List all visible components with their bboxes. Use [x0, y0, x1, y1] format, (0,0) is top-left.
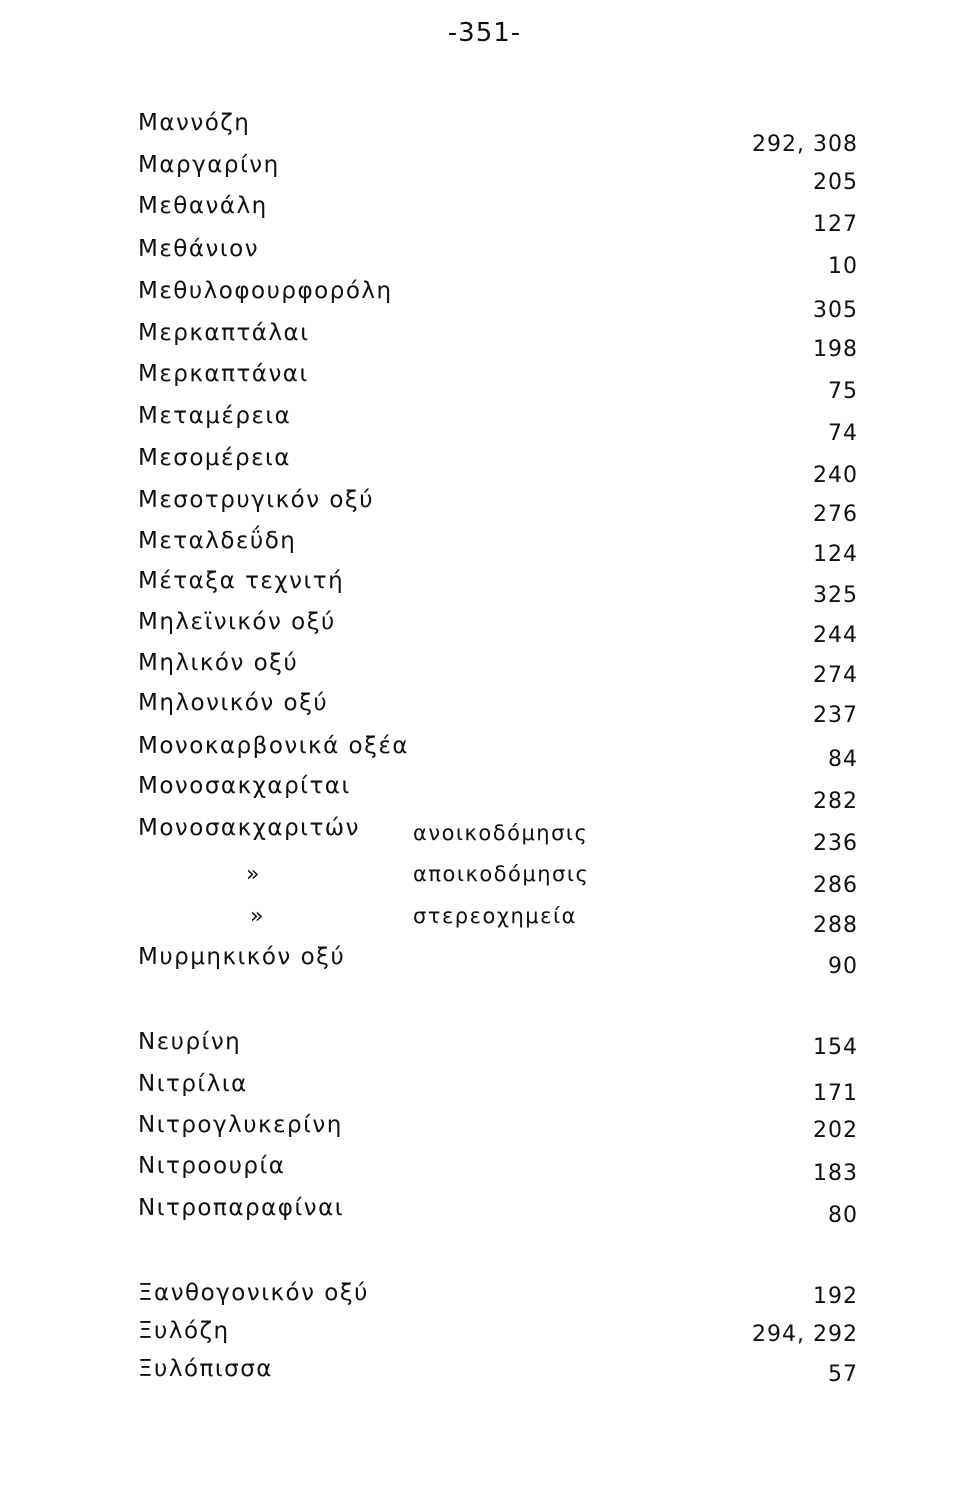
entry-pages: 286 — [813, 873, 858, 898]
entry-term: Μηλονικόν οξύ — [138, 690, 329, 716]
ditto-mark: » — [250, 904, 264, 929]
index-entry — [138, 623, 858, 690]
entry-term: Μηλικόν οξύ — [138, 650, 299, 676]
index-entry — [138, 337, 858, 401]
entry-pages: 90 — [828, 954, 858, 979]
entry-pages: 75 — [828, 379, 858, 404]
index-entry — [138, 1195, 858, 1235]
entry-pages: 244 — [813, 623, 858, 648]
entry-pages: 236 — [813, 831, 858, 856]
entry-pages: 183 — [813, 1161, 858, 1186]
entry-term: Μεταμέρεια — [138, 403, 292, 429]
entry-term: Μαννόζη — [138, 110, 251, 136]
index-entry — [138, 583, 858, 649]
entry-term: Μονοσακχαρίται — [138, 773, 351, 799]
entry-term: Ξανθογονικόν οξύ — [138, 1280, 369, 1306]
page-number: -351- — [447, 18, 522, 48]
entry-pages: 305 — [813, 298, 858, 323]
entry-term: Μεθανάλη — [138, 193, 268, 219]
entry-term: Νιτρίλια — [138, 1071, 248, 1097]
entry-pages: 276 — [813, 502, 858, 527]
entry-pages: 74 — [828, 421, 858, 446]
entry-pages: 192 — [813, 1284, 858, 1309]
entry-term: Νευρίνη — [138, 1029, 242, 1055]
entry-term: Νιτροπαραφίναι — [138, 1195, 345, 1221]
entry-pages: 325 — [813, 583, 858, 608]
index-entry — [138, 954, 858, 994]
entry-pages: 198 — [813, 337, 858, 362]
entry-pages: 294, 292 — [752, 1322, 858, 1347]
entry-term: Ξυλόζη — [138, 1318, 230, 1344]
entry-pages: 282 — [813, 789, 858, 814]
index-entry — [138, 298, 858, 360]
entry-term: Μηλεϊνικόν οξύ — [138, 609, 336, 635]
index-entry — [138, 1356, 858, 1396]
index-entry — [138, 421, 858, 485]
entry-pages: 80 — [828, 1203, 858, 1228]
index-entry — [138, 152, 858, 192]
entry-pages: 292, 308 — [752, 132, 858, 157]
entry-pages: 288 — [813, 913, 858, 938]
index-entry — [138, 789, 858, 855]
entry-subterm: ανοικοδόμησις — [413, 821, 589, 845]
entry-term: Μεσομέρεια — [138, 445, 291, 471]
entry-pages: 57 — [828, 1362, 858, 1387]
entry-pages: 154 — [813, 1035, 858, 1060]
entry-subterm: αποικοδόμησις — [413, 862, 590, 886]
index-entry — [138, 1029, 858, 1069]
entry-pages: 274 — [813, 663, 858, 688]
entry-term: Μεθυλοφουρφορόλη — [138, 278, 393, 304]
index-entry — [138, 379, 858, 443]
entry-term: Μεθάνιον — [138, 236, 260, 262]
entry-term: Μερκαπτάλαι — [138, 320, 310, 346]
index-entry — [138, 1153, 858, 1193]
entry-term: Μονοκαρβονικά οξέα — [138, 733, 410, 759]
ditto-mark: » — [246, 862, 260, 887]
index-entry — [138, 110, 858, 157]
entry-term: Μαργαρίνη — [138, 152, 280, 178]
index-entry — [138, 463, 858, 527]
index-entry — [138, 212, 858, 276]
entry-pages: 205 — [813, 170, 858, 195]
entry-term: Ξυλόπισσα — [138, 1356, 273, 1382]
index-entry — [138, 254, 858, 318]
index-entry — [138, 502, 858, 568]
entry-term: Νιτρογλυκερίνη — [138, 1112, 343, 1138]
index-entry — [138, 542, 858, 608]
entry-term: Μεσοτρυγικόν οξύ — [138, 487, 375, 513]
index-entry — [138, 1071, 858, 1111]
index-entry — [138, 1318, 858, 1358]
index-entry — [138, 1280, 858, 1320]
entry-pages: 127 — [813, 212, 858, 237]
entry-term: Μονοσακχαριτών — [138, 815, 360, 841]
entry-term: Μέταξα τεχνιτή — [138, 568, 345, 594]
entry-pages: 171 — [813, 1081, 858, 1106]
index-entry — [138, 747, 858, 813]
entry-pages: 240 — [813, 463, 858, 488]
entry-subterm: στερεοχημεία — [413, 904, 577, 928]
index-entry — [138, 170, 858, 233]
entry-pages: 237 — [813, 703, 858, 728]
index-entry — [138, 1112, 858, 1152]
entry-term: Μυρμηκικόν οξύ — [138, 944, 346, 970]
entry-pages: 202 — [813, 1118, 858, 1143]
entry-pages: 84 — [828, 747, 858, 772]
entry-pages: 124 — [813, 542, 858, 567]
entry-term: Μερκαπτάναι — [138, 361, 309, 387]
entry-term: Νιτροουρία — [138, 1153, 286, 1179]
entry-pages: 10 — [828, 254, 858, 279]
entry-term: Μεταλδεΰδη — [138, 528, 297, 554]
